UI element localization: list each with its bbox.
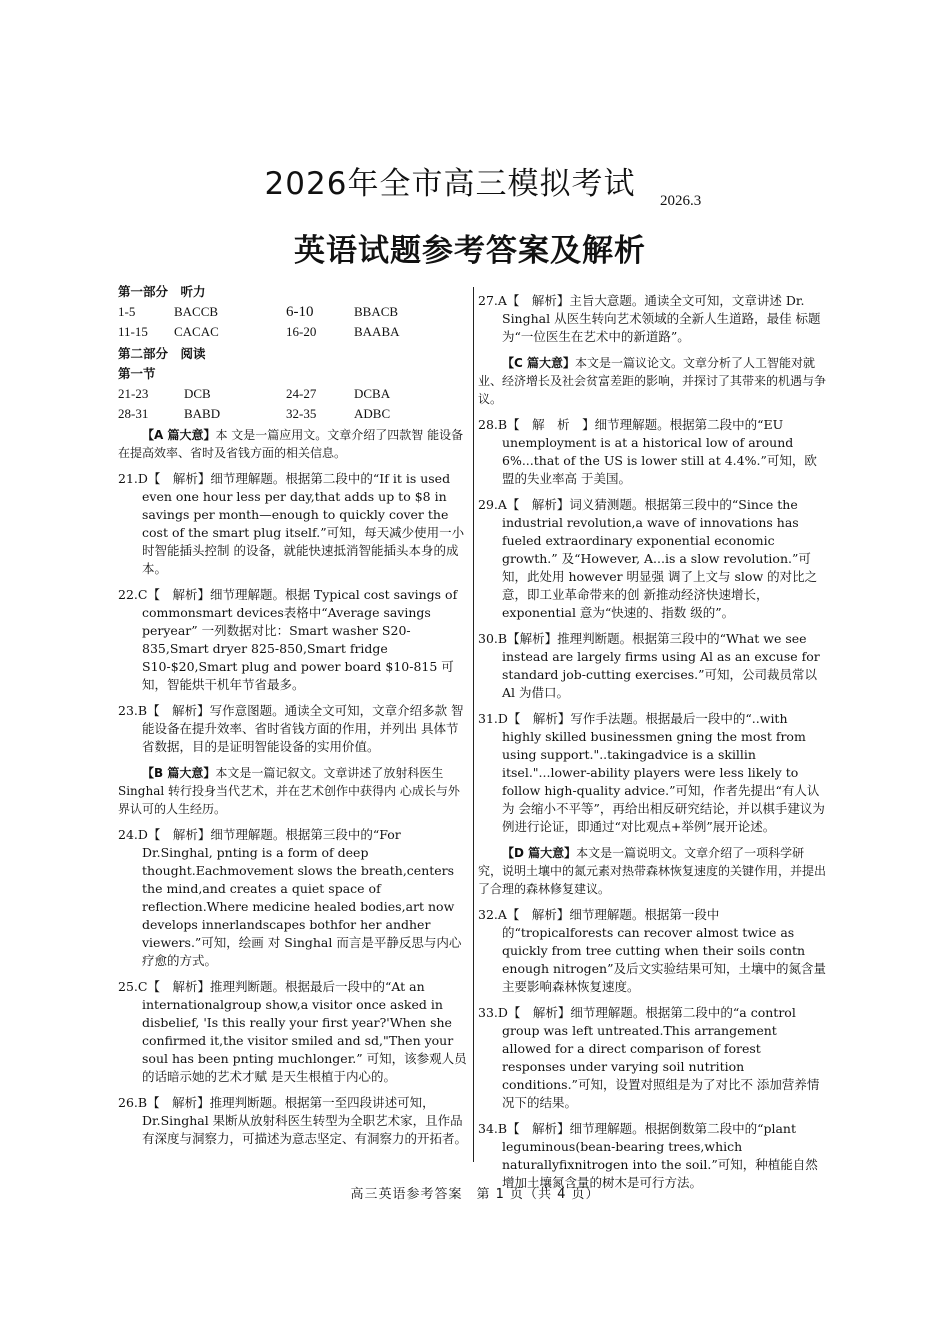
range-label: 24-27 xyxy=(286,386,317,401)
section-heading: 第一节 xyxy=(118,366,156,381)
summary-text: 本 文是一篇应用文。文章介绍了四款智 能设备在提高效率、省时及省钱方面的相关信息。 xyxy=(118,428,464,460)
answer-explanation-33: 33.D【 解析】细节理解题。根据第二段中的“a control group was left untreated.This arrangement allowed for a direct comparison of forest responses under varying soil nutrition conditions.”可知，设置对照组是为了对比不 添加营养情况下的结果。 xyxy=(478,1005,820,1110)
answer-explanation-31: 31.D【 解析】写作手法题。根据最后一段中的“..with highly skilled businessmen gning the most from using support."..takingadvice is a skillin itsel."...lower-ability players were less likely to follow high-quality advice.”可知，作者先提出“有人认为 会缩小不平等”，再给出相反研究结论，并以棋手建议为例进行论证，即通过“对比观点+举例”展开论述。 xyxy=(478,711,825,834)
range-label: 11-15 xyxy=(118,324,148,339)
answer-explanation-34: 34.B【 解析】细节理解题。根据倒数第二段中的“plant leguminous(bean-bearing trees,which naturallyfixnitrogen into the soil.”可知，种植能自然增加土壤氮含量的树木是可行方法。 xyxy=(478,1121,818,1190)
answer-key: DCBA xyxy=(354,386,391,401)
answer-explanation-22: 22.C【 解析】细节理解题。根据 Typical cost savings of commonsmart devices表格中“Average savings peryear” 一列数据对比：Smart washer S20-835,Smart dryer 825-850,Smart fridge S10-$20,Smart plug and power board $10-815 可知，智能烘干机年节省最多。 xyxy=(118,587,458,692)
answer-row xyxy=(118,322,468,342)
summary-text: 本文是一篇议论文。文章分析了人工智能对就业、经济增长及社会贫富差距的影响，并探讨了其带来的机遇与争议。 xyxy=(478,356,827,406)
summary-tag: 【C 篇大意】 xyxy=(502,356,575,370)
answer-explanation-29: 29.A【 解析】词义猜测题。根据第三段中的“Since the industrial revolution,a wave of innovations has fueled extraordinary exponential economic growth.” 及“However, A...is a slow revolution.”可知，此处用 however 明显强 调了上文与 slow 的对比之意，即工业革命带来的创 新推动经济快速增长，exponential 意为“快速的、指数 级的”。 xyxy=(478,497,818,620)
answer-key: ADBC xyxy=(354,406,391,421)
document-subtitle: 英语试题参考答案及解析 xyxy=(294,233,646,269)
left-column xyxy=(118,282,468,1156)
answer-explanation-26: 26.B【 解析】推理判断题。根据第一至四段讲述可知，Dr.Singhal 果断从放射科医生转型为全职艺术家，且作品有深度与洞察力，可描述为意志坚定、有洞察力的开拓者。 xyxy=(118,1095,468,1146)
answer-explanation-30: 30.B【解析】推理判断题。根据第三段中的“What we see instead are largely firms using Al as an excuse for standard job-cutting exercises.”可知，公司裁员常以 Al 为借口。 xyxy=(478,631,820,700)
right-column xyxy=(478,292,826,1200)
exam-title: 2026年全市高三模拟考试 xyxy=(264,166,636,202)
passage-b-summary xyxy=(118,764,468,818)
answer-key: DCB xyxy=(184,386,211,401)
summary-tag: 【D 篇大意】 xyxy=(502,846,577,860)
answer-explanation-23: 23.B【 解析】写作意图题。通读全文可知，文章介绍多款 智能设备在提升效率、省时省钱方面的作用，并列出 具体节省数据，目的是证明智能设备的实用价值。 xyxy=(118,703,464,754)
answer-key: BABD xyxy=(184,406,221,421)
answer-key: BAABA xyxy=(354,324,400,339)
summary-tag: 【A 篇大意】 xyxy=(142,428,216,442)
summary-text: 本文是一篇说明文。文章介绍了一项科学研究，说明土壤中的氮元素对热带森林恢复速度的关键作用，并提出了合理的森林修复建议。 xyxy=(478,846,827,896)
answer-key: BACCB xyxy=(174,304,219,319)
part2-heading: 第二部分 阅读 xyxy=(118,346,206,361)
answer-explanation-32: 32.A【 解析】细节理解题。根据第一段中的“tropicalforests can recover almost twice as quickly from tree cutting when their soils contn enough nitrogen”及后文实验结果可知，土壤中的氮含量主要影响森林恢复速度。 xyxy=(478,907,826,994)
answer-explanation-27: 27.A【 解析】主旨大意题。通读全文可知，文章讲述 Dr. Singhal 从医生转向艺术领域的全新人生道路，最佳 标题为“一位医生在艺术中的新道路”。 xyxy=(478,293,821,344)
answer-explanation-28: 28.B【 解 析 】细节理解题。根据第二段中的“EU unemployment is at a historical low of around 6%...that of the US is lower still at 4.4%.”可知，欧盟的失业率高 于美国。 xyxy=(478,417,817,486)
passage-a-summary xyxy=(118,426,468,462)
answer-row xyxy=(118,384,468,404)
page-footer: 高三英语参考答案 第 1 页（共 4 页） xyxy=(350,1187,600,1202)
range-label: 16-20 xyxy=(286,324,317,339)
passage-c-summary xyxy=(478,354,826,408)
summary-text: 本文是一篇记叙文。文章讲述了放射科医生 Singhal 转行投身当代艺术，并在艺术创作中获得内 心成长与外界认可的人生经历。 xyxy=(118,766,460,816)
answer-explanation-25: 25.C【 解析】推理判断题。根据最后一段中的“At an internationalgroup show,a visitor once asked in disbelief, 'Is this really your first year?'When she confirmed it,the visitor smiled and sd,"Then your soul has been pnting muchlonger.” 可知，该参观人员的话暗示她的艺术才赋 是天生根植于内心的。 xyxy=(118,979,467,1084)
summary-tag: 【B 篇大意】 xyxy=(142,766,216,780)
answer-explanation-24: 24.D【 解析】细节理解题。根据第三段中的“For Dr.Singhal, pnting is a form of deep thought.Eachmovement slows the breath,centers the mind,and creates a quiet space of reflection.Where medicine healed bodies,art now develops innerlandscapes bothfor her andher viewers.”可知，绘画 对 Singhal 而言是平静反思与内心疗愈的方式。 xyxy=(118,827,462,968)
answer-key: CACAC xyxy=(174,324,219,339)
range-label: 28-31 xyxy=(118,406,149,421)
part1-heading: 第一部分 听力 xyxy=(118,284,206,299)
column-divider xyxy=(473,287,474,1162)
answer-key: BBACB xyxy=(354,304,399,319)
answer-explanation-21: 21.D【 解析】细节理解题。根据第二段中的“If it is used even one hour less per day,that adds up to $8 in savings per month—enough to quickly cover the cost of the smart plug itself.”可知，每天减少使用一小时智能插头控制 的设备，就能快速抵消智能插头本身的成本。 xyxy=(118,471,465,576)
range-label: 1-5 xyxy=(118,304,136,319)
range-label: 32-35 xyxy=(286,406,317,421)
range-label: 21-23 xyxy=(118,386,149,401)
exam-date: 2026.3 xyxy=(660,193,702,209)
answer-row xyxy=(118,404,468,424)
passage-d-summary xyxy=(478,844,826,898)
range-label: 6-10 xyxy=(286,304,314,320)
answer-row xyxy=(118,302,468,322)
